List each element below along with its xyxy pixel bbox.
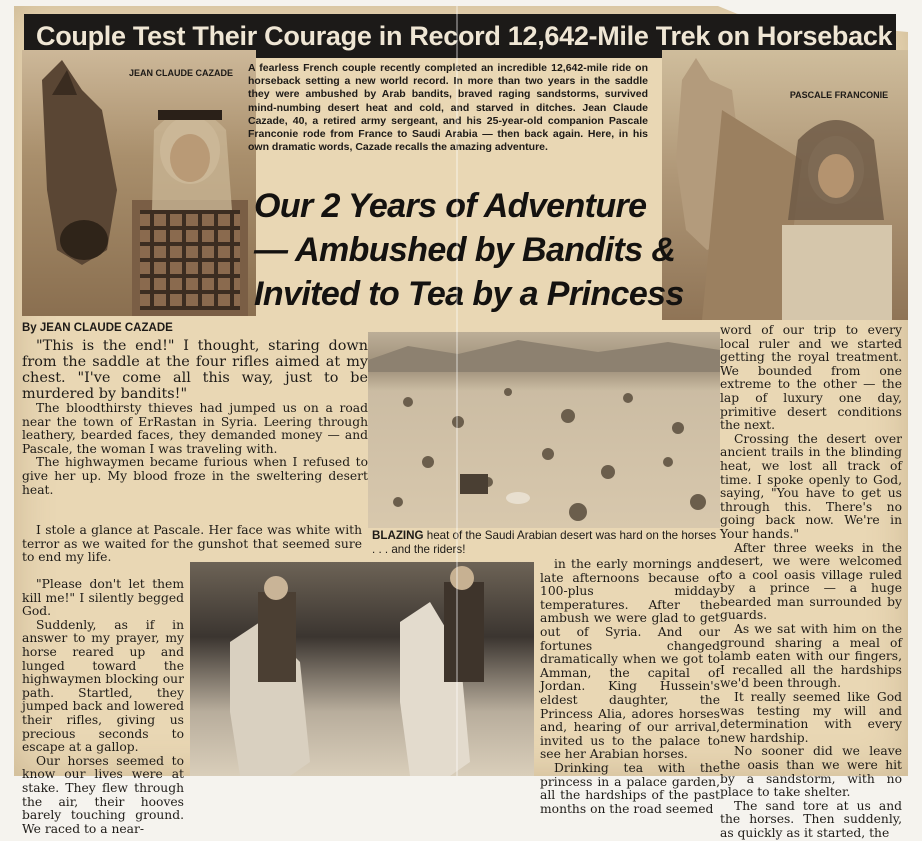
article-column-3 xyxy=(720,324,902,841)
label-jean-claude: JEAN CLAUDE CAZADE xyxy=(128,68,233,78)
paragraph: Drinking tea with the princess in a palace garden, all the hardships of the past months on the road seemed xyxy=(540,760,720,816)
article-column-2 xyxy=(540,558,720,816)
lead-paragraph: "This is the end!" I thought, staring down from the saddle at the four rifles aimed at my chest. "I've come all this way, just to be murdered by bandits!" xyxy=(22,338,368,402)
newspaper-clipping xyxy=(14,6,908,840)
paragraph: Crossing the desert over ancient trails in the blinding heat, we lost all track of time. I spoke openly to God, saying, "You have to get us through this. There's no going back now. We're in Your hands." xyxy=(720,431,902,541)
main-headline-line2: — Ambushed by Bandits & xyxy=(254,231,676,269)
label-pascale: PASCALE FRANCONIE xyxy=(789,90,889,100)
paragraph: It really seemed like God was testing my will and determination with every new hardship. xyxy=(720,690,902,745)
paragraph: The bloodthirsty thieves had jumped us on a road near the town of ErRastan in Syria. Leering through leathery, bearded faces, they demanded money — and Pascale, the woman I was traveling with. xyxy=(22,401,368,456)
headline: Couple Test Their Courage in Record 12,642-Mile Trek on Horseback xyxy=(36,20,893,51)
main-headline xyxy=(254,184,684,316)
paragraph: The sand tore at us and the horses. Then suddenly, as quickly as it started, the xyxy=(720,798,902,840)
paragraph: I stole a glance at Pascale. Her face was white with terror as we waited for the gunshot that seemed sure to end my life. xyxy=(22,523,362,565)
byline: By JEAN CLAUDE CAZADE xyxy=(22,322,173,334)
desert-photo-caption xyxy=(372,529,718,557)
photo-riders-on-horseback xyxy=(190,562,534,776)
caption-text: heat of the Saudi Arabian desert was hard on the horses . . . and the riders! xyxy=(372,529,717,556)
article-column-1-continued xyxy=(22,524,362,565)
paragraph: in the early mornings and late afternoons because of 100-plus midday temperatures. After the ambush we were glad to get out of Syria. And our fortunes changed dramatically when we got to Amman, the capital of Jordan. King Hussein's eldest daughter, the Princess Alia, adores horses and, hearing of our arrival, invited us to the palace to see her Arabian horses. xyxy=(540,557,720,762)
paragraph: Suddenly, as if in answer to my prayer, my horse reared up and lunged toward the highwaymen blocking our path. Startled, they jumped back and lowered their rifles, giving us precious seconds to escape at a gallop. xyxy=(22,617,184,755)
paragraph: The highwaymen became furious when I refused to give her up. My blood froze in the sweltering desert heat. xyxy=(22,455,368,497)
paragraph: word of our trip to every local ruler and we started getting the royal treatment. We bounded from one extreme to the other — the lap of luxury one day, primitive desert conditions the next. xyxy=(720,323,902,433)
main-headline-line1: Our 2 Years of Adventure xyxy=(254,187,647,225)
paper-fold-line xyxy=(456,6,458,776)
article-column-1 xyxy=(22,338,368,497)
paragraph: After three weeks in the desert, we were welcomed to a cool oasis village ruled by a prince — a huge bearded man surrounded by guards. xyxy=(720,540,902,623)
paragraph: As we sat with him on the ground sharing a meal of lamb eaten with our fingers, I recalled all the hardships we'd been through. xyxy=(720,622,902,691)
photo-desert-campsite xyxy=(368,332,720,528)
paragraph: Our horses seemed to know our lives were at stake. They flew through the air, their hooves barely touching ground. We raced to a near- xyxy=(22,753,184,836)
paragraph: No sooner did we leave the oasis than we were hit by a sandstorm, with no place to take shelter. xyxy=(720,744,902,800)
intro-paragraph: A fearless French couple recently completed an incredible 12,642-mile ride on horseback setting a new world record. In more than two years in the saddle they were ambushed by Arab bandits, braved raging sandstorms, survived mind-numbing desert heat and cold, and starved in ditches. Jean Claude Cazade, 40, a retired army sergeant, and his 25-year-old companion Pascale Franconie rode from France to Saudi Arabia — then back again. Here, in his own dramatic words, Cazade recalls the amazing adventure. xyxy=(248,62,648,154)
main-headline-line3: Invited to Tea by a Princess xyxy=(254,275,684,313)
photo-jean-claude-with-horse xyxy=(22,50,256,316)
article-column-1-narrow xyxy=(22,578,184,836)
paragraph: "Please don't let them kill me!" I silently begged God. xyxy=(22,577,184,619)
caption-lead-word: BLAZING xyxy=(372,529,424,542)
